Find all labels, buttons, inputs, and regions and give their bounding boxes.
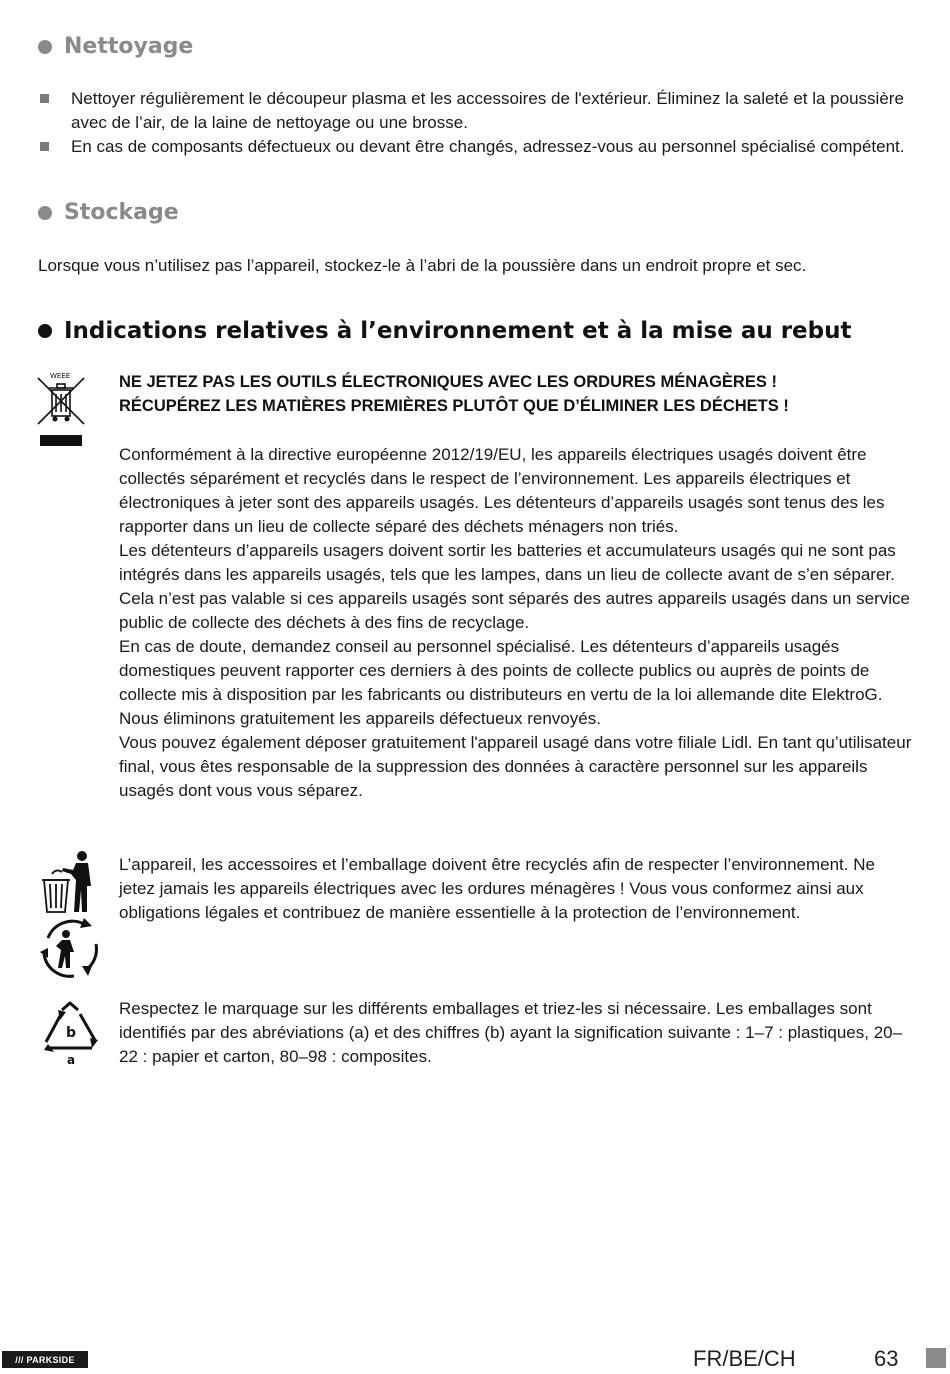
square-bullet <box>40 142 49 151</box>
heading-environnement <box>38 318 852 344</box>
heading-environnement-text: Indications relatives à l’environnement et à la mise au rebut <box>64 318 852 344</box>
paragraph: Les détenteurs d’appareils usagers doivent sortir les batteries et accumulateurs usagés qui ne sont pas intégrés dans les appareils usagés, tels que les lampes, dans un lieu de collecte avant de s’en séparer. Cela n’est pas valable si ces appareils usagés sont séparés des autres appareils usagés dans un service public de collecte des déchets à des fins de recyclage. <box>119 541 910 632</box>
tidyman-recycle-icon <box>40 918 104 980</box>
warning-block <box>119 370 909 418</box>
heading-nettoyage-text: Nettoyage <box>64 34 194 59</box>
heading-stockage-text: Stockage <box>64 200 179 225</box>
bullet-dot <box>38 206 52 220</box>
recycle-text: L’appareil, les accessoires et l’emballage doivent être recyclés afin de respecter l’environnement. Ne jetez jamais les appareils électriques avec les ordures ménagères ! Vous vous conformez ainsi aux obligations légales et contribuez de manière essentielle à la protection de l’environnement. <box>119 855 875 922</box>
square-bullet <box>40 94 49 103</box>
bullet-dot <box>38 324 52 338</box>
paragraph: En cas de doute, demandez conseil au personnel spécialisé. Les détenteurs d’appareils usagés domestiques peuvent rapporter ces derniers à des points de collecte publics ou auprès de points de collecte mis à disposition par les fabricants ou distributeurs en vertu de la loi allemande dite ElektroG. Nous éliminons gratuitement les appareils défectueux renvoyés. <box>119 637 883 728</box>
directive-text <box>119 443 912 803</box>
weee-label: WEEE <box>50 372 71 380</box>
footer-locale: FR/BE/CH <box>693 1346 796 1371</box>
heading-stockage <box>38 200 179 225</box>
list-item <box>38 87 918 135</box>
recycle-badge-b: b <box>65 1025 77 1041</box>
warning-line-1: NE JETEZ PAS LES OUTILS ÉLECTRONIQUES AVEC LES ORDURES MÉNAGÈRES ! <box>119 373 777 391</box>
paragraph: Vous pouvez également déposer gratuitement l'appareil usagé dans votre filiale Lidl. En tant qu’utilisateur final, vous êtes responsable de la suppression des données à caractère personnel sur les appareils usagés dont vous vous séparez. <box>119 733 912 800</box>
list-item <box>38 135 918 159</box>
page-marker <box>926 1348 946 1368</box>
marking-text: Respectez le marquage sur les différents emballages et triez-les si nécessaire. Les emballages sont identifiés par des abréviations (a) et des chiffres (b) ayant la signification suivante : 1–7 : plastiques, 20–22 : papier et carton, 80–98 : composites. <box>119 999 903 1066</box>
paragraph: Conformément à la directive européenne 2012/19/EU, les appareils électriques usagés doivent être collectés séparément et recyclés dans le respect de l’environnement. Les appareils électriques et électroniques à jeter sont des appareils usagés. Les détenteurs d’appareils usagés sont tenus des les rapporter dans un lieu de collecte séparé des déchets ménagers non triés. <box>119 445 885 536</box>
parkside-logo: /// PARKSIDE <box>2 1351 88 1368</box>
list-item-text: En cas de composants défectueux ou devant être changés, adressez-vous au personnel spécialisé compétent. <box>71 137 905 156</box>
person-bin-icon <box>38 850 98 916</box>
bullet-dot <box>38 40 52 54</box>
stockage-text: Lorsque vous n’utilisez pas l’appareil, stockez-le à l’abri de la poussière dans un endroit propre et sec. <box>38 256 807 275</box>
heading-nettoyage <box>38 34 193 59</box>
page-number: 63 <box>874 1346 899 1371</box>
nettoyage-list <box>38 87 918 159</box>
crossed-bin-icon <box>34 370 88 450</box>
warning-line-2: RÉCUPÉREZ LES MATIÈRES PREMIÈRES PLUTÔT QUE D’ÉLIMINER LES DÉCHETS ! <box>119 397 789 415</box>
recycle-triangle-icon <box>40 1000 102 1068</box>
recycle-badge-a: a <box>66 1053 76 1067</box>
list-item-text: Nettoyer régulièrement le découpeur plasma et les accessoires de l'extérieur. Éliminez la saleté et la poussière avec de l’air, de la laine de nettoyage ou une brosse. <box>71 89 904 132</box>
